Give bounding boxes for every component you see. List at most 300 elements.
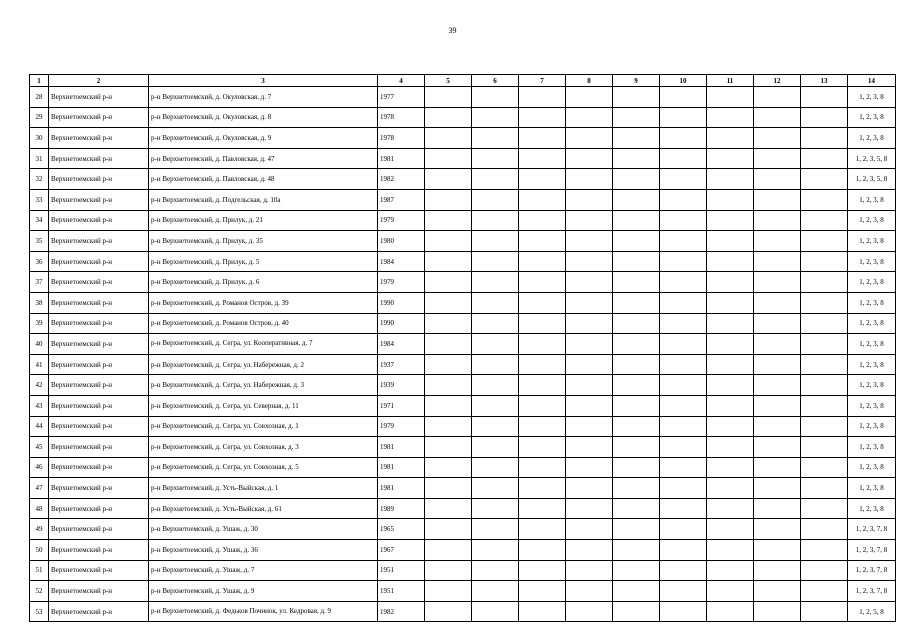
column-header-8: 8 [566,75,613,87]
column-13-cell [801,148,848,169]
column-12-cell [754,313,801,334]
column-5-cell [425,313,472,334]
column-5-cell [425,601,472,622]
column-8-cell [566,395,613,416]
column-12-cell [754,560,801,581]
column-6-cell [472,107,519,128]
column-13-cell [801,292,848,313]
column-11-cell [707,169,754,190]
column-9-cell [613,457,660,478]
column-11-cell [707,375,754,396]
column-8-cell [566,560,613,581]
table-row [30,128,896,149]
year-cell: 1987 [378,189,425,210]
column-9-cell [613,292,660,313]
table-row [30,189,896,210]
year-cell: 1978 [378,128,425,149]
row-number-cell: 46 [30,457,49,478]
year-cell: 1984 [378,251,425,272]
column-5-cell [425,169,472,190]
header-row [30,75,896,87]
column-11-cell [707,560,754,581]
page-number: 39 [448,26,457,35]
table-row [30,313,896,334]
column-8-cell [566,231,613,252]
column-header-1: 1 [30,75,49,87]
column-12-cell [754,375,801,396]
column-6-cell [472,478,519,499]
column-12-cell [754,581,801,602]
column-5-cell [425,375,472,396]
column-5-cell [425,519,472,540]
table-row [30,478,896,499]
column-9-cell [613,87,660,108]
district-cell: Верхнетоемский р-н [49,148,149,169]
table-row [30,210,896,231]
address-cell: р-н Верхнетоемский, д. Сегра, ул. Набережная, д. 3 [149,375,378,396]
column-10-cell [660,375,707,396]
column-5-cell [425,292,472,313]
column-6-cell [472,560,519,581]
address-cell: р-н Верхнетоемский, д. Прилук, д. 35 [149,231,378,252]
column-7-cell [519,251,566,272]
row-number-cell: 51 [30,560,49,581]
column-5-cell [425,189,472,210]
column-7-cell [519,128,566,149]
address-cell: р-н Верхнетоемский, д. Окуловская, д. 9 [149,128,378,149]
column-11-cell [707,313,754,334]
district-cell: Верхнетоемский р-н [49,128,149,149]
column-7-cell [519,210,566,231]
year-cell: 1981 [378,148,425,169]
column-10-cell [660,540,707,561]
column-10-cell [660,601,707,622]
column-5-cell [425,354,472,375]
year-cell: 1980 [378,231,425,252]
column-8-cell [566,354,613,375]
column-13-cell [801,251,848,272]
column-8-cell [566,210,613,231]
column-8-cell [566,189,613,210]
year-cell: 1939 [378,375,425,396]
row-number-cell: 45 [30,437,49,458]
column-12-cell [754,519,801,540]
column-10-cell [660,251,707,272]
table-row [30,581,896,602]
column-10-cell [660,437,707,458]
column-9-cell [613,375,660,396]
column-13-cell [801,478,848,499]
column-7-cell [519,292,566,313]
district-cell: Верхнетоемский р-н [49,334,149,355]
column-7-cell [519,560,566,581]
row-number-cell: 43 [30,395,49,416]
row-number-cell: 52 [30,581,49,602]
district-cell: Верхнетоемский р-н [49,519,149,540]
address-cell: р-н Верхнетоемский, д. Ушаж, д. 7 [149,560,378,581]
column-9-cell [613,128,660,149]
column-5-cell [425,581,472,602]
codes-cell: 1, 2, 3, 8 [848,313,896,334]
column-6-cell [472,581,519,602]
column-9-cell [613,251,660,272]
year-cell: 1967 [378,540,425,561]
column-7-cell [519,272,566,293]
column-header-3: 3 [149,75,378,87]
housing-table [29,74,896,622]
column-6-cell [472,416,519,437]
table-row [30,457,896,478]
column-5-cell [425,457,472,478]
district-cell: Верхнетоемский р-н [49,189,149,210]
column-10-cell [660,416,707,437]
year-cell: 1978 [378,107,425,128]
year-cell: 1979 [378,272,425,293]
address-cell: р-н Верхнетоемский, д. Прилук, д. 21 [149,210,378,231]
column-6-cell [472,498,519,519]
codes-cell: 1, 2, 3, 8 [848,416,896,437]
column-header-4: 4 [378,75,425,87]
column-11-cell [707,581,754,602]
column-6-cell [472,457,519,478]
column-11-cell [707,148,754,169]
column-13-cell [801,107,848,128]
row-number-cell: 41 [30,354,49,375]
codes-cell: 1, 2, 3, 8 [848,128,896,149]
column-9-cell [613,581,660,602]
year-cell: 1981 [378,437,425,458]
row-number-cell: 44 [30,416,49,437]
table-body [30,87,896,622]
column-10-cell [660,87,707,108]
column-9-cell [613,498,660,519]
codes-cell: 1, 2, 3, 8 [848,251,896,272]
column-5-cell [425,128,472,149]
column-12-cell [754,457,801,478]
column-13-cell [801,334,848,355]
column-7-cell [519,416,566,437]
column-11-cell [707,251,754,272]
column-9-cell [613,313,660,334]
column-11-cell [707,416,754,437]
column-7-cell [519,498,566,519]
column-12-cell [754,107,801,128]
year-cell: 1971 [378,395,425,416]
row-number-cell: 37 [30,272,49,293]
column-6-cell [472,169,519,190]
column-12-cell [754,395,801,416]
column-10-cell [660,498,707,519]
column-13-cell [801,457,848,478]
column-10-cell [660,292,707,313]
column-6-cell [472,210,519,231]
column-12-cell [754,601,801,622]
column-9-cell [613,169,660,190]
column-10-cell [660,231,707,252]
table-row [30,169,896,190]
column-9-cell [613,148,660,169]
district-cell: Верхнетоемский р-н [49,375,149,396]
column-10-cell [660,313,707,334]
column-5-cell [425,210,472,231]
column-5-cell [425,334,472,355]
table-row [30,437,896,458]
codes-cell: 1, 2, 3, 8 [848,292,896,313]
district-cell: Верхнетоемский р-н [49,498,149,519]
year-cell: 1990 [378,292,425,313]
column-12-cell [754,334,801,355]
column-12-cell [754,354,801,375]
row-number-cell: 40 [30,334,49,355]
column-8-cell [566,375,613,396]
codes-cell: 1, 2, 5, 8 [848,601,896,622]
column-13-cell [801,540,848,561]
column-13-cell [801,581,848,602]
codes-cell: 1, 2, 3, 8 [848,375,896,396]
district-cell: Верхнетоемский р-н [49,313,149,334]
table-row [30,148,896,169]
column-12-cell [754,437,801,458]
address-cell: р-н Верхнетоемский, д. Павловская, д. 48 [149,169,378,190]
column-9-cell [613,354,660,375]
column-10-cell [660,457,707,478]
column-8-cell [566,107,613,128]
column-10-cell [660,272,707,293]
column-9-cell [613,334,660,355]
column-9-cell [613,519,660,540]
column-12-cell [754,87,801,108]
address-cell: р-н Верхнетоемский, д. Прилук, д. 6 [149,272,378,293]
column-12-cell [754,416,801,437]
column-8-cell [566,437,613,458]
column-9-cell [613,395,660,416]
district-cell: Верхнетоемский р-н [49,210,149,231]
column-13-cell [801,313,848,334]
row-number-cell: 47 [30,478,49,499]
column-12-cell [754,148,801,169]
codes-cell: 1, 2, 3, 8 [848,478,896,499]
column-8-cell [566,148,613,169]
codes-cell: 1, 2, 3, 8 [848,354,896,375]
column-11-cell [707,272,754,293]
column-header-10: 10 [660,75,707,87]
column-10-cell [660,560,707,581]
column-10-cell [660,581,707,602]
year-cell: 1937 [378,354,425,375]
district-cell: Верхнетоемский р-н [49,395,149,416]
column-7-cell [519,87,566,108]
column-10-cell [660,478,707,499]
column-9-cell [613,540,660,561]
table-row [30,395,896,416]
column-5-cell [425,395,472,416]
column-8-cell [566,272,613,293]
column-12-cell [754,540,801,561]
column-8-cell [566,540,613,561]
year-cell: 1977 [378,87,425,108]
column-header-9: 9 [613,75,660,87]
column-6-cell [472,231,519,252]
column-6-cell [472,540,519,561]
table-row [30,354,896,375]
year-cell: 1981 [378,478,425,499]
column-11-cell [707,540,754,561]
year-cell: 1989 [378,498,425,519]
column-6-cell [472,437,519,458]
address-cell: р-н Верхнетоемский, д. Романов Остров, д. 39 [149,292,378,313]
column-11-cell [707,498,754,519]
column-7-cell [519,437,566,458]
year-cell: 1982 [378,169,425,190]
column-11-cell [707,478,754,499]
codes-cell: 1, 2, 3, 5, 8 [848,148,896,169]
district-cell: Верхнетоемский р-н [49,581,149,602]
column-10-cell [660,334,707,355]
column-7-cell [519,148,566,169]
district-cell: Верхнетоемский р-н [49,540,149,561]
column-10-cell [660,128,707,149]
table-header [30,75,896,87]
table-row [30,292,896,313]
column-11-cell [707,519,754,540]
column-11-cell [707,87,754,108]
row-number-cell: 48 [30,498,49,519]
column-10-cell [660,395,707,416]
column-12-cell [754,210,801,231]
table-row [30,231,896,252]
column-8-cell [566,334,613,355]
address-cell: р-н Верхнетоемский, д. Федьков Починок, ул. Кедровая, д. 9 [149,601,378,622]
address-cell: р-н Верхнетоемский, д. Сегра, ул. Совхозная, д. 1 [149,416,378,437]
column-6-cell [472,292,519,313]
codes-cell: 1, 2, 3, 7, 8 [848,519,896,540]
codes-cell: 1, 2, 3, 8 [848,107,896,128]
column-9-cell [613,189,660,210]
year-cell: 1951 [378,560,425,581]
column-8-cell [566,251,613,272]
row-number-cell: 39 [30,313,49,334]
column-12-cell [754,128,801,149]
column-7-cell [519,519,566,540]
row-number-cell: 42 [30,375,49,396]
column-5-cell [425,231,472,252]
column-8-cell [566,169,613,190]
codes-cell: 1, 2, 3, 8 [848,231,896,252]
column-11-cell [707,601,754,622]
column-6-cell [472,395,519,416]
column-6-cell [472,375,519,396]
column-12-cell [754,272,801,293]
codes-cell: 1, 2, 3, 8 [848,457,896,478]
column-11-cell [707,107,754,128]
row-number-cell: 34 [30,210,49,231]
column-7-cell [519,581,566,602]
column-11-cell [707,128,754,149]
column-8-cell [566,292,613,313]
column-7-cell [519,169,566,190]
codes-cell: 1, 2, 3, 8 [848,395,896,416]
column-8-cell [566,457,613,478]
column-13-cell [801,272,848,293]
table-row [30,540,896,561]
column-8-cell [566,478,613,499]
column-10-cell [660,107,707,128]
row-number-cell: 35 [30,231,49,252]
district-cell: Верхнетоемский р-н [49,231,149,252]
column-7-cell [519,189,566,210]
row-number-cell: 30 [30,128,49,149]
column-5-cell [425,416,472,437]
column-6-cell [472,148,519,169]
column-10-cell [660,189,707,210]
column-6-cell [472,251,519,272]
row-number-cell: 53 [30,601,49,622]
district-cell: Верхнетоемский р-н [49,107,149,128]
address-cell: р-н Верхнетоемский, д. Сегра, ул. Северная, д. 11 [149,395,378,416]
codes-cell: 1, 2, 3, 8 [848,437,896,458]
column-13-cell [801,210,848,231]
column-11-cell [707,292,754,313]
column-9-cell [613,601,660,622]
row-number-cell: 28 [30,87,49,108]
column-13-cell [801,601,848,622]
year-cell: 1982 [378,601,425,622]
table-row [30,416,896,437]
column-12-cell [754,498,801,519]
column-header-13: 13 [801,75,848,87]
column-5-cell [425,560,472,581]
district-cell: Верхнетоемский р-н [49,478,149,499]
column-5-cell [425,87,472,108]
district-cell: Верхнетоемский р-н [49,169,149,190]
address-cell: р-н Верхнетоемский, д. Ушаж, д. 36 [149,540,378,561]
column-7-cell [519,313,566,334]
column-8-cell [566,416,613,437]
column-12-cell [754,231,801,252]
column-7-cell [519,375,566,396]
column-9-cell [613,272,660,293]
column-12-cell [754,478,801,499]
column-7-cell [519,478,566,499]
column-13-cell [801,375,848,396]
codes-cell: 1, 2, 3, 8 [848,272,896,293]
column-8-cell [566,601,613,622]
address-cell: р-н Верхнетоемский, д. Павловская, д. 47 [149,148,378,169]
column-8-cell [566,519,613,540]
column-10-cell [660,148,707,169]
year-cell: 1965 [378,519,425,540]
column-9-cell [613,416,660,437]
column-6-cell [472,313,519,334]
year-cell: 1979 [378,210,425,231]
column-13-cell [801,354,848,375]
district-cell: Верхнетоемский р-н [49,272,149,293]
column-11-cell [707,354,754,375]
column-12-cell [754,169,801,190]
address-cell: р-н Верхнетоемский, д. Романов Остров, д. 40 [149,313,378,334]
column-11-cell [707,210,754,231]
column-9-cell [613,231,660,252]
column-5-cell [425,540,472,561]
column-5-cell [425,148,472,169]
address-cell: р-н Верхнетоемский, д. Сегра, ул. Набережная, д. 2 [149,354,378,375]
table-row [30,601,896,622]
codes-cell: 1, 2, 3, 8 [848,334,896,355]
address-cell: р-н Верхнетоемский, д. Сегра, ул. Совхозная, д. 3 [149,437,378,458]
column-6-cell [472,354,519,375]
column-9-cell [613,560,660,581]
column-5-cell [425,251,472,272]
